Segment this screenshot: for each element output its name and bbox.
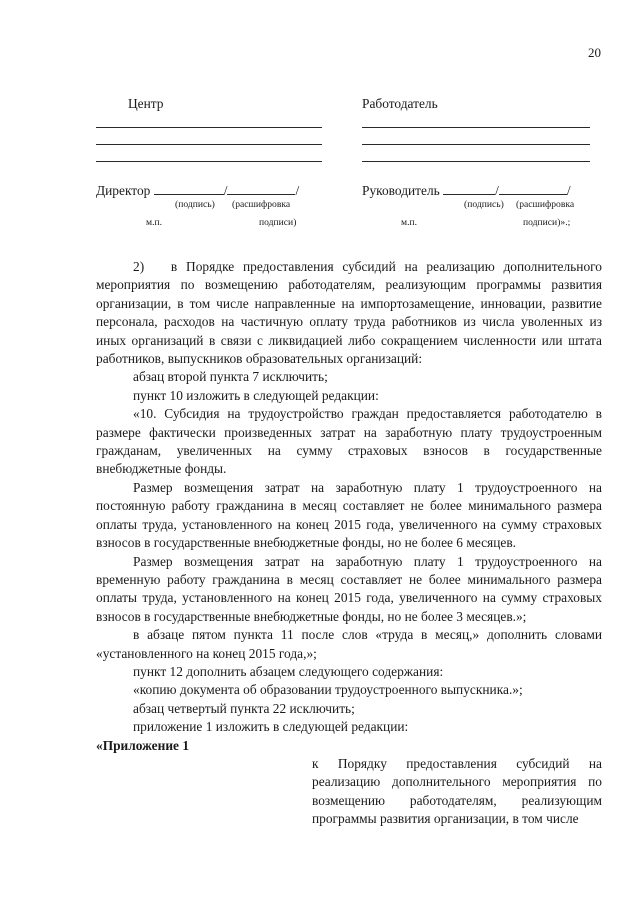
paragraph: «копию документа об образовании трудоустроенного выпускника.»; [133,682,523,698]
paragraph: в абзаце пятом пункта 11 после слов «труда в месяц,» дополнить словами «установленного на конец 2015 года,»; [96,627,602,661]
paragraph: абзац четвертый пункта 22 исключить; [133,700,355,716]
signature-role-right: Руководитель [362,183,440,198]
slash: / [566,183,571,198]
appendix-text: к Порядку предоставления субсидий на реализацию дополнительного мероприятия по возмещению работодателям, реализующим программы развития организации, в том числе [312,755,602,827]
signature-hint-right: (подпись) [464,199,504,210]
document-body [96,258,602,829]
signature-org-left: Центр [128,96,164,111]
slash: / [223,183,228,198]
paragraph: «10. Субсидия на трудоустройство граждан предоставляется работодателю в размере фактически произведенных затрат на заработную плату трудоустроенным гражданам, увеличенных на сумму страховых взносов в государственные внебюджетные фонды. [96,406,602,477]
blank-line [362,127,590,128]
decode-hint-left-2: подписи) [259,217,297,228]
signature-row-right [362,182,571,199]
decode-blank [499,182,567,195]
signature-role-left: Директор [96,183,151,198]
slash: / [295,183,300,198]
decode-hint-right-1: (расшифровка [516,199,575,210]
stamp-left: м.п. [146,217,163,228]
signature-hint-left: (подпись) [175,199,215,210]
paragraph: абзац второй пункта 7 исключить; [133,369,328,385]
signature-blank [443,182,495,195]
paragraph: пункт 10 изложить в следующей редакции: [133,387,379,403]
paragraph: Размер возмещения затрат на заработную плату 1 трудоустроенного на временную работу гражданина в месяц составляет не более минимального размера оплаты труда, установленного на конец 2015 года, увеличенного на сумму страховых взносов в государственные внебюджетные фонды, но не более 3 месяцев.»; [96,553,602,624]
signature-org-right: Работодатель [362,96,438,111]
decode-blank [227,182,295,195]
paragraph-item-2: 2) в Порядке предоставления субсидий на реализацию дополнительного мероприятия по возмещению работодателям, реализующим программы развития организации, в том числе направленные на импортозамещение, инновации, развитие персонала, расходов на частичную оплату труда работников из числа уволенных из иных организаций в связи с ликвидацией либо сокращением численности или штата работников, выпускников образовательных организаций: [96,259,602,367]
blank-line [96,161,322,162]
decode-hint-left-1: (расшифровка [232,199,291,210]
appendix-title: «Приложение 1 [96,737,190,753]
blank-line [96,144,322,145]
decode-hint-right-2: подписи)».; [523,217,571,228]
blank-line [362,161,590,162]
stamp-right: м.п. [401,217,418,228]
blank-line [362,144,590,145]
paragraph: пункт 12 дополнить абзацем следующего содержания: [133,663,444,679]
blank-line [96,127,322,128]
slash: / [495,183,499,198]
signature-blank [154,182,224,195]
signature-row-left [96,182,299,199]
paragraph: приложение 1 изложить в следующей редакции: [133,719,409,735]
page-number: 20 [588,45,601,60]
paragraph: Размер возмещения затрат на заработную плату 1 трудоустроенного на постоянную работу гражданина в месяц составляет не более минимального размера оплаты труда, установленного на конец 2015 года, увеличенного на сумму страховых взносов в государственные внебюджетные фонды, но не более 6 месяцев. [96,479,602,551]
